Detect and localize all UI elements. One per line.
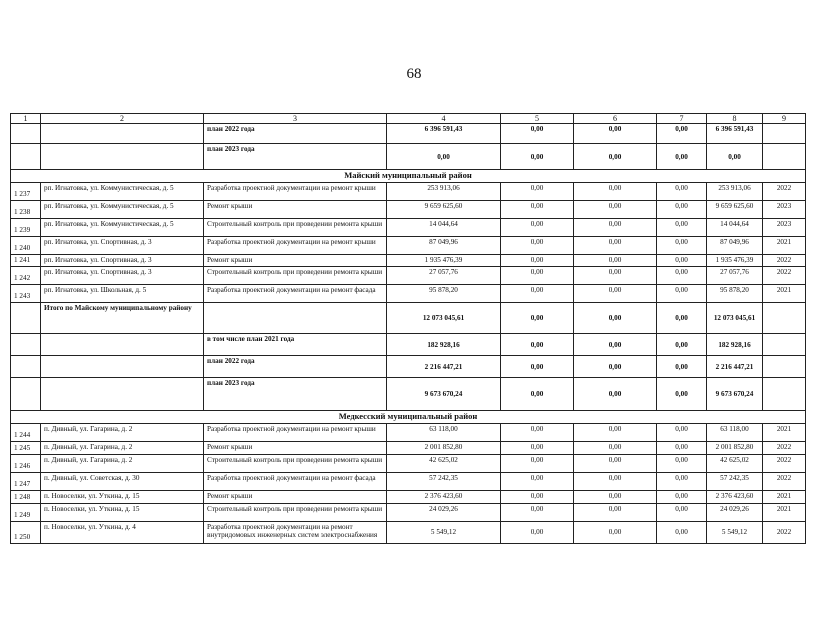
plan-row: в том числе план 2021 года 182 928,16 0,00 0,00 0,00 182 928,16 bbox=[11, 334, 806, 356]
column-header: 5 bbox=[501, 114, 574, 124]
section-title: Медкесский муниципальный район bbox=[11, 411, 806, 424]
plan-label: в том числе план 2021 года bbox=[204, 334, 387, 356]
total-row: Итого по Майскому муниципальному району 12 073 045,61 0,00 0,00 0,00 12 073 045,61 bbox=[11, 303, 806, 334]
table-row: 1 238 рп. Игнатовка, ул. Коммунистическая, д. 5 Ремонт крыши 9 659 625,60 0,00 0,00 0,00 9 659 625,60 2023 bbox=[11, 200, 806, 218]
column-number-row bbox=[11, 114, 806, 124]
plan-label: план 2022 года bbox=[204, 124, 387, 144]
table-row: 1 245 п. Дивный, ул. Гагарина, д. 2 Ремонт крыши 2 001 852,80 0,00 0,00 0,00 2 001 852,80 2022 bbox=[11, 442, 806, 455]
section-title: Майский муниципальный район bbox=[11, 170, 806, 183]
plan-row: план 2022 года 6 396 591,43 0,00 0,00 0,00 6 396 591,43 bbox=[11, 124, 806, 144]
column-header: 8 bbox=[707, 114, 763, 124]
table-row: 1 248 п. Новоселки, ул. Уткина, д. 15 Ремонт крыши 2 376 423,60 0,00 0,00 0,00 2 376 423,60 2021 bbox=[11, 491, 806, 504]
column-header: 9 bbox=[763, 114, 806, 124]
document-sheet bbox=[10, 113, 805, 544]
plan-row: план 2022 года 2 216 447,21 0,00 0,00 0,00 2 216 447,21 bbox=[11, 356, 806, 378]
column-header: 6 bbox=[574, 114, 657, 124]
total-label: Итого по Майскому муниципальному району bbox=[41, 303, 204, 334]
table-row: 1 250 п. Новоселки, ул. Уткина, д. 4 Разработка проектной документации на ремонт внутридомовых инженерных систем электроснабжения 5 549,12 0,00 0,00 0,00 5 549,12 2022 bbox=[11, 522, 806, 544]
plan-row: план 2023 года 0,00 0,00 0,00 0,00 0,00 bbox=[11, 144, 806, 170]
section-header bbox=[11, 170, 806, 183]
table-row: 1 244 п. Дивный, ул. Гагарина, д. 2 Разработка проектной документации на ремонт крыши 63 118,00 0,00 0,00 0,00 63 118,00 2021 bbox=[11, 424, 806, 442]
plan-label: план 2023 года bbox=[204, 144, 387, 170]
plan-label: план 2023 года bbox=[204, 378, 387, 411]
column-header: 3 bbox=[204, 114, 387, 124]
table-row: 1 243 рп. Игнатовка, ул. Школьная, д. 5 Разработка проектной документации на ремонт фасада 95 878,20 0,00 0,00 0,00 95 878,20 2021 bbox=[11, 285, 806, 303]
table-row: 1 241 рп. Игнатовка, ул. Спортивная, д. 3 Ремонт крыши 1 935 476,39 0,00 0,00 0,00 1 935 476,39 2022 bbox=[11, 254, 806, 266]
column-header: 1 bbox=[11, 114, 41, 124]
table-row: 1 240 рп. Игнатовка, ул. Спортивная, д. 3 Разработка проектной документации на ремонт крыши 87 049,96 0,00 0,00 0,00 87 049,96 2021 bbox=[11, 236, 806, 254]
capital-repair-table bbox=[10, 113, 806, 544]
table-row: 1 237 рп. Игнатовка, ул. Коммунистическая, д. 5 Разработка проектной документации на ремонт крыши 253 913,06 0,00 0,00 0,00 253 913,06 2022 bbox=[11, 182, 806, 200]
page-number: 68 bbox=[406, 66, 422, 82]
plan-label: план 2022 года bbox=[204, 356, 387, 378]
table-row: 1 242 рп. Игнатовка, ул. Спортивная, д. 3 Строительный контроль при проведении ремонта крыши 27 057,76 0,00 0,00 0,00 27 057,76 2022 bbox=[11, 267, 806, 285]
column-header: 2 bbox=[41, 114, 204, 124]
column-header: 4 bbox=[387, 114, 501, 124]
plan-row: план 2023 года 9 673 670,24 0,00 0,00 0,00 9 673 670,24 bbox=[11, 378, 806, 411]
column-header: 7 bbox=[657, 114, 707, 124]
table-row: 1 247 п. Дивный, ул. Советская, д. 30 Разработка проектной документации на ремонт фасада 57 242,35 0,00 0,00 0,00 57 242,35 2022 bbox=[11, 473, 806, 491]
table-row: 1 249 п. Новоселки, ул. Уткина, д. 15 Строительный контроль при проведении ремонта крыши 24 029,26 0,00 0,00 0,00 24 029,26 2021 bbox=[11, 504, 806, 522]
table-row: 1 239 рп. Игнатовка, ул. Коммунистическая, д. 5 Строительный контроль при проведении ремонта крыши 14 044,64 0,00 0,00 0,00 14 044,64 2023 bbox=[11, 218, 806, 236]
section-header bbox=[11, 411, 806, 424]
table-row: 1 246 п. Дивный, ул. Гагарина, д. 2 Строительный контроль при проведении ремонта крыши 42 625,02 0,00 0,00 0,00 42 625,02 2022 bbox=[11, 455, 806, 473]
